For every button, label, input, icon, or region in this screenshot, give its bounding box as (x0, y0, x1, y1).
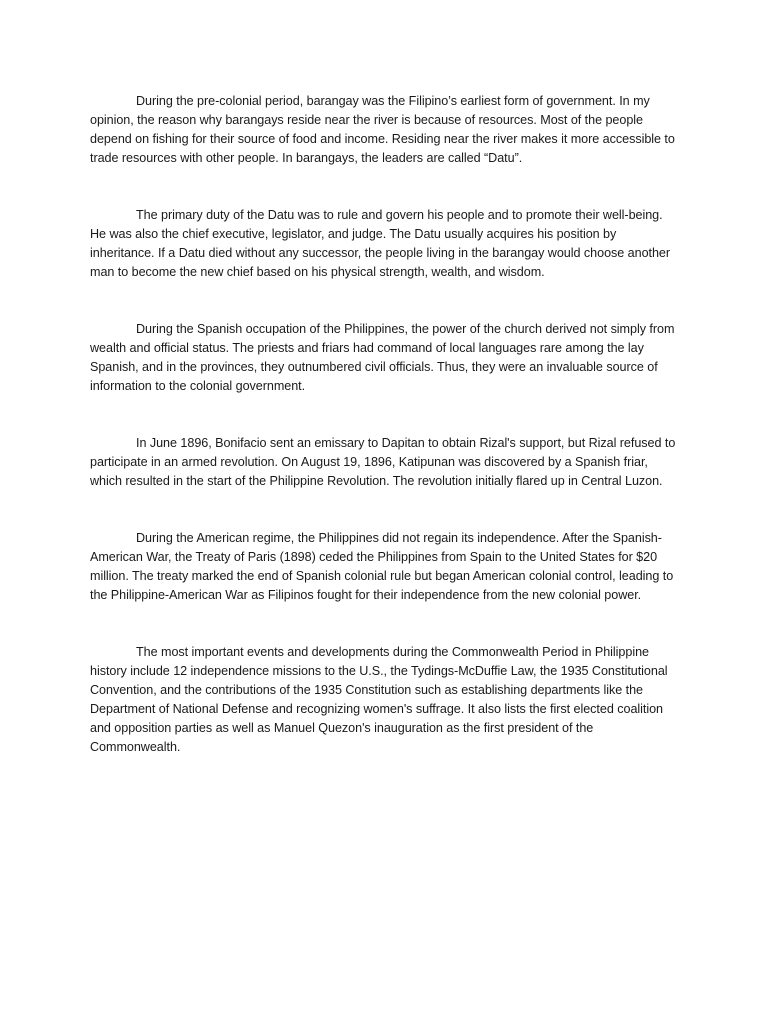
document-page (90, 92, 680, 795)
paragraph-spanish-occupation: During the Spanish occupation of the Philippines, the power of the church derived not simply from wealth and official status. The priests and friars had command of local languages rare among the lay Spanish, and in the provinces, they outnumbered civil officials. Thus, they were an invaluable source of information to the colonial government. (90, 322, 675, 393)
paragraph-american-regime: During the American regime, the Philippines did not regain its independence. After the Spanish-American War, the Treaty of Paris (1898) ceded the Philippines from Spain to the United States for $20 million. The treaty marked the end of Spanish colonial rule but began American colonial control, leading to the Philippine-American War as Filipinos fought for their independence from the new colonial power. (90, 531, 674, 602)
paragraph-commonwealth-period: The most important events and developments during the Commonwealth Period in Philippine history include 12 independence missions to the U.S., the Tydings-McDuffie Law, the 1935 Constitutional Convention, and the contributions of the 1935 Constitution such as establishing departments like the Department of National Defense and recognizing women's suffrage. It also lists the first elected coalition and opposition parties as well as Manuel Quezon's inauguration as the first president of the Commonwealth. (90, 645, 668, 754)
paragraph-pre-colonial-barangay: During the pre-colonial period, barangay was the Filipino’s earliest form of government. In my opinion, the reason why barangays reside near the river is because of resources. Most of the people depend on fishing for their source of food and income. Residing near the river makes it more accessible to trade resources with other people. In barangays, the leaders are called “Datu”. (90, 94, 675, 165)
paragraph-philippine-revolution: In June 1896, Bonifacio sent an emissary to Dapitan to obtain Rizal's support, but Rizal refused to participate in an armed revolution. On August 19, 1896, Katipunan was discovered by a Spanish friar, which resulted in the start of the Philippine Revolution. The revolution initially flared up in Central Luzon. (90, 436, 676, 488)
paragraph-datu-duties: The primary duty of the Datu was to rule and govern his people and to promote their well-being. He was also the chief executive, legislator, and judge. The Datu usually acquires his position by inheritance. If a Datu died without any successor, the people living in the barangay would choose another man to become the new chief based on his physical strength, wealth, and wisdom. (90, 208, 671, 279)
